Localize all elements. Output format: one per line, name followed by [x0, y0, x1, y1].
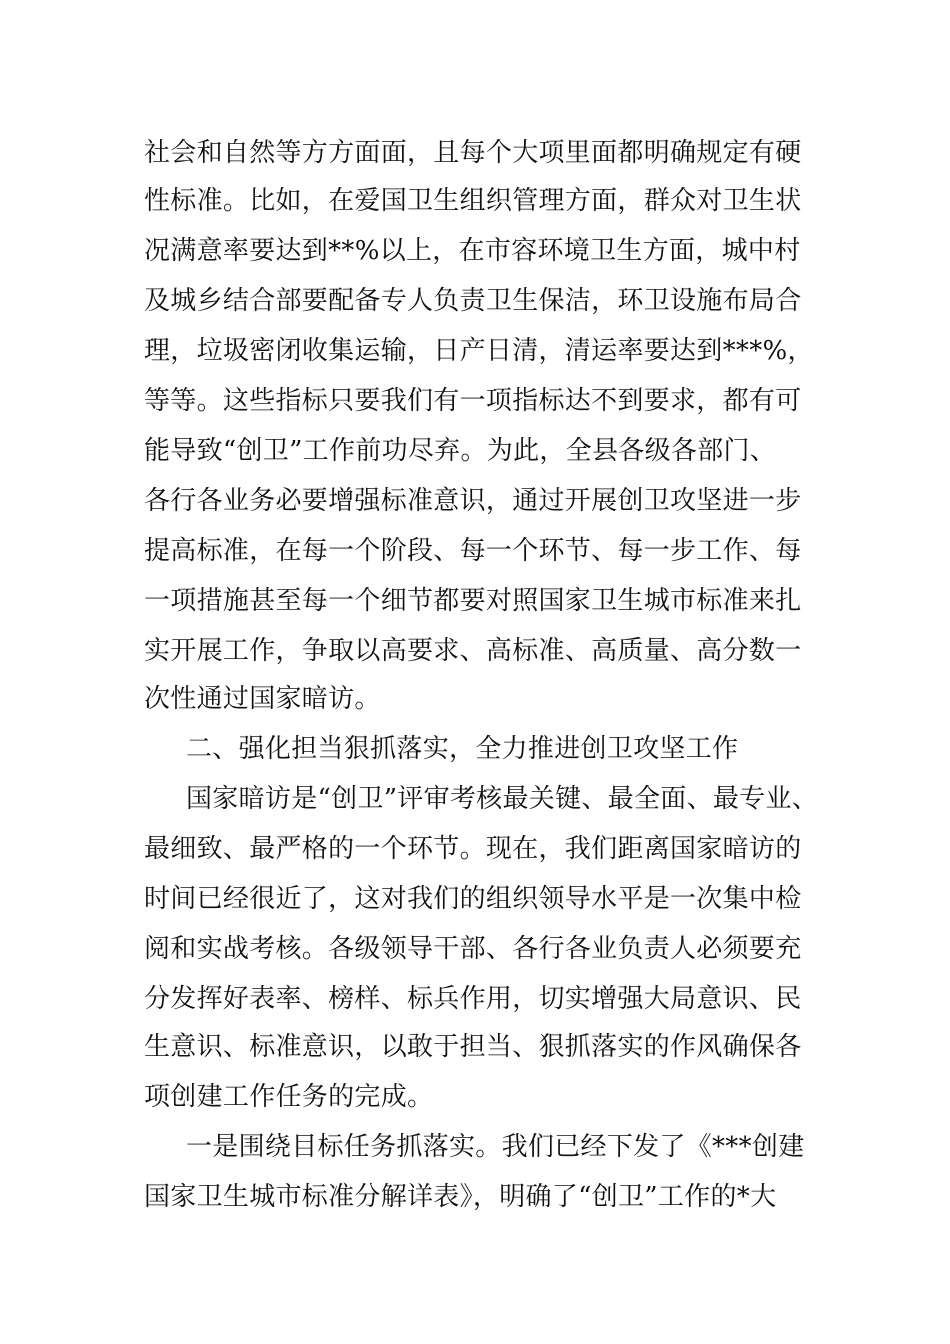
body-text-line: 最细致、最严格的一个环节。现在，我们距离国家暗访的: [144, 834, 802, 864]
body-text-line: 阅和实战考核。各级领导干部、各行各业负责人必须要充: [144, 934, 802, 964]
body-text-line: 能导致“创卫”工作前功尽弃。为此，全县各级各部门、: [144, 436, 777, 466]
body-text-line: 等等。这些指标只要我们有一项指标达不到要求，都有可: [144, 386, 802, 416]
body-text-line: 提高标准，在每一个阶段、每一个环节、每一步工作、每: [144, 536, 802, 566]
section-heading: 二、强化担当狠抓落实，全力推进创卫攻坚工作: [186, 734, 739, 764]
body-text-line: 分发挥好表率、榜样、标兵作用，切实增强大局意识、民: [144, 984, 802, 1014]
body-text-line: 次性通过国家暗访。: [144, 684, 381, 714]
body-text-line: 一是围绕目标任务抓落实。我们已经下发了《***创建: [186, 1132, 805, 1162]
body-text-line: 实开展工作，争取以高要求、高标准、高质量、高分数一: [144, 636, 802, 666]
body-text-line: 性标准。比如，在爱国卫生组织管理方面，群众对卫生状: [144, 186, 802, 216]
body-text-line: 国家暗访是“创卫”评审考核最关键、最全面、最专业、: [186, 784, 819, 814]
body-text-line: 社会和自然等方方面面，且每个大项里面都明确规定有硬: [144, 138, 802, 168]
body-text-line: 国家卫生城市标准分解详表》，明确了“创卫”工作的*大: [144, 1182, 777, 1212]
body-text-line: 时间已经很近了，这对我们的组织领导水平是一次集中检: [144, 884, 802, 914]
body-text-line: 况满意率要达到**%以上，在市容环境卫生方面，城中村: [144, 236, 801, 266]
body-text-line: 项创建工作任务的完成。: [144, 1082, 434, 1112]
body-text-line: 及城乡结合部要配备专人负责卫生保洁，环卫设施布局合: [144, 286, 802, 316]
body-text-line: 生意识、标准意识，以敢于担当、狠抓落实的作风确保各: [144, 1032, 802, 1062]
body-text-line: 一项措施甚至每一个细节都要对照国家卫生城市标准来扎: [144, 586, 802, 616]
body-text-line: 理，垃圾密闭收集运输，日产日清，清运率要达到***%，: [144, 336, 814, 366]
body-text-line: 各行各业务必要增强标准意识，通过开展创卫攻坚进一步: [144, 486, 802, 516]
